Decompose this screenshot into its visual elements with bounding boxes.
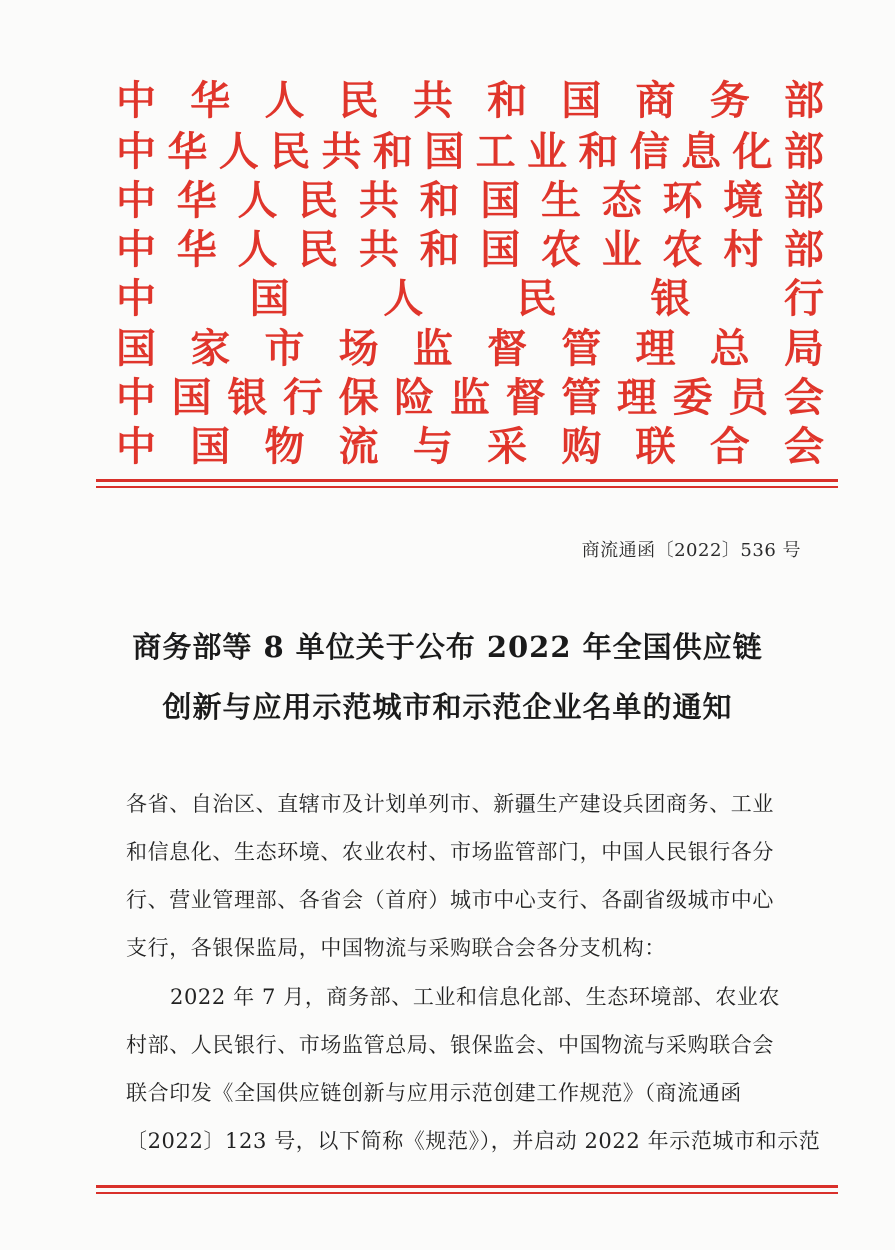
issuer-name — [116, 225, 824, 275]
issuer-char: 共 — [358, 226, 399, 273]
issuer-char: 物 — [264, 423, 305, 470]
issuer-char: 行 — [783, 275, 824, 322]
issuer-char: 共 — [358, 177, 399, 224]
issuer-char: 督 — [505, 374, 546, 421]
issuer-char: 和 — [487, 77, 528, 124]
issuer-char: 态 — [601, 177, 642, 224]
issuer-char: 民 — [298, 177, 339, 224]
issuer-char: 国 — [171, 374, 212, 421]
issuer-char: 华 — [176, 226, 217, 273]
issuer-char: 国 — [424, 128, 465, 175]
issuer-char: 人 — [237, 226, 278, 273]
issuer-char: 联 — [635, 423, 676, 470]
issuer-char: 保 — [338, 374, 379, 421]
issuer-char: 化 — [732, 128, 773, 175]
issuer-char: 环 — [662, 177, 703, 224]
issuer-name — [116, 274, 824, 324]
header-rule-thick — [96, 479, 838, 482]
header-rule-thin — [96, 486, 838, 488]
issuer-char: 华 — [167, 128, 208, 175]
issuer-char: 银 — [227, 374, 268, 421]
issuer-char: 理 — [635, 325, 676, 372]
issuer-char: 险 — [394, 374, 435, 421]
recipients-line: 支行，各银保监局，中国物流与采购联合会各分支机构： — [126, 936, 666, 960]
issuer-char: 华 — [190, 77, 231, 124]
paragraph-line: 联合印发《全国供应链创新与应用示范创建工作规范》（商流通函 — [126, 1081, 742, 1105]
footer-rule-thick — [96, 1185, 838, 1188]
issuer-char: 中 — [116, 77, 156, 124]
issuer-name — [116, 176, 824, 226]
issuer-char: 合 — [709, 423, 750, 470]
issuer-char: 中 — [116, 128, 156, 175]
issuer-name — [116, 373, 824, 423]
issuer-char: 信 — [629, 128, 670, 175]
issuer-char: 理 — [616, 374, 657, 421]
issuer-char: 购 — [561, 423, 602, 470]
paragraph-line: 2022 年 7 月，商务部、工业和信息化部、生态环境部、农业农 — [170, 985, 781, 1009]
paragraph-line: 〔2022〕123 号，以下简称《规范》），并启动 2022 年示范城市和示范 — [126, 1129, 821, 1153]
issuer-char: 和 — [578, 128, 619, 175]
issuer-name — [116, 422, 824, 472]
recipients-line: 行、营业管理部、各省会（首府）城市中心支行、各副省级城市中心 — [126, 888, 774, 912]
issuer-char: 督 — [487, 325, 528, 372]
issuer-char: 与 — [412, 423, 453, 470]
issuer-char: 国 — [561, 77, 602, 124]
document-title-line-1: 商务部等 8 单位关于公布 2022 年全国供应链 — [132, 630, 763, 664]
issuer-char: 人 — [264, 77, 305, 124]
document-number: 商流通函〔2022〕536 号 — [581, 540, 801, 561]
issuer-name — [116, 324, 824, 374]
issuer-char: 员 — [728, 374, 769, 421]
issuer-char: 国 — [190, 423, 231, 470]
issuer-char: 会 — [783, 374, 824, 421]
issuer-char: 中 — [116, 226, 156, 273]
issuer-char: 商 — [635, 77, 676, 124]
paragraph-line: 村部、人民银行、市场监管总局、银保监会、中国物流与采购联合会 — [126, 1033, 774, 1057]
issuer-char: 中 — [116, 374, 156, 421]
issuer-char: 管 — [561, 374, 602, 421]
issuer-char: 境 — [723, 177, 764, 224]
issuer-char: 银 — [650, 275, 691, 322]
issuer-char: 业 — [601, 226, 642, 273]
issuer-char: 行 — [282, 374, 323, 421]
issuer-char: 息 — [681, 128, 722, 175]
issuer-char: 人 — [237, 177, 278, 224]
issuer-char: 民 — [270, 128, 311, 175]
issuer-char: 农 — [662, 226, 703, 273]
issuer-char: 流 — [338, 423, 379, 470]
issuer-char: 场 — [338, 325, 379, 372]
issuer-char: 监 — [449, 374, 490, 421]
issuer-char: 中 — [116, 177, 156, 224]
issuer-char: 总 — [709, 325, 750, 372]
issuer-char: 农 — [541, 226, 582, 273]
issuer-char: 局 — [783, 325, 824, 372]
issuer-char: 部 — [783, 177, 824, 224]
issuer-char: 工 — [475, 128, 516, 175]
issuer-char: 中 — [116, 423, 156, 470]
issuer-char: 共 — [321, 128, 362, 175]
issuer-char: 国 — [480, 226, 521, 273]
issuer-char: 采 — [487, 423, 528, 470]
issuer-char: 和 — [419, 177, 460, 224]
issuer-char: 监 — [412, 325, 453, 372]
issuer-char: 华 — [176, 177, 217, 224]
issuer-char: 家 — [190, 325, 231, 372]
issuer-char: 国 — [116, 325, 156, 372]
issuer-char: 部 — [783, 226, 824, 273]
issuer-char: 中 — [116, 275, 156, 322]
issuer-char: 和 — [372, 128, 413, 175]
footer-rule-thin — [96, 1192, 838, 1194]
issuer-char: 管 — [561, 325, 602, 372]
issuer-char: 市 — [264, 325, 305, 372]
issuer-name — [116, 76, 824, 126]
issuer-char: 民 — [298, 226, 339, 273]
issuer-char: 部 — [783, 128, 824, 175]
issuer-char: 人 — [218, 128, 259, 175]
issuer-char: 人 — [383, 275, 424, 322]
issuer-char: 村 — [723, 226, 764, 273]
issuer-char: 国 — [480, 177, 521, 224]
issuer-char: 民 — [338, 77, 379, 124]
issuer-char: 生 — [541, 177, 582, 224]
issuer-char: 国 — [249, 275, 290, 322]
issuer-name — [116, 127, 824, 177]
issuer-char: 共 — [412, 77, 453, 124]
document-title-line-2: 创新与应用示范城市和示范企业名单的通知 — [162, 690, 733, 724]
issuer-char: 业 — [527, 128, 567, 175]
issuer-char: 务 — [709, 77, 750, 124]
issuer-char: 民 — [516, 275, 557, 322]
recipients-line: 和信息化、生态环境、农业农村、市场监管部门，中国人民银行各分 — [126, 840, 774, 864]
recipients-line: 各省、自治区、直辖市及计划单列市、新疆生产建设兵团商务、工业 — [126, 792, 774, 816]
issuer-char: 部 — [783, 77, 824, 124]
issuer-char: 委 — [672, 374, 713, 421]
issuer-char: 和 — [419, 226, 460, 273]
issuer-char: 会 — [783, 423, 824, 470]
